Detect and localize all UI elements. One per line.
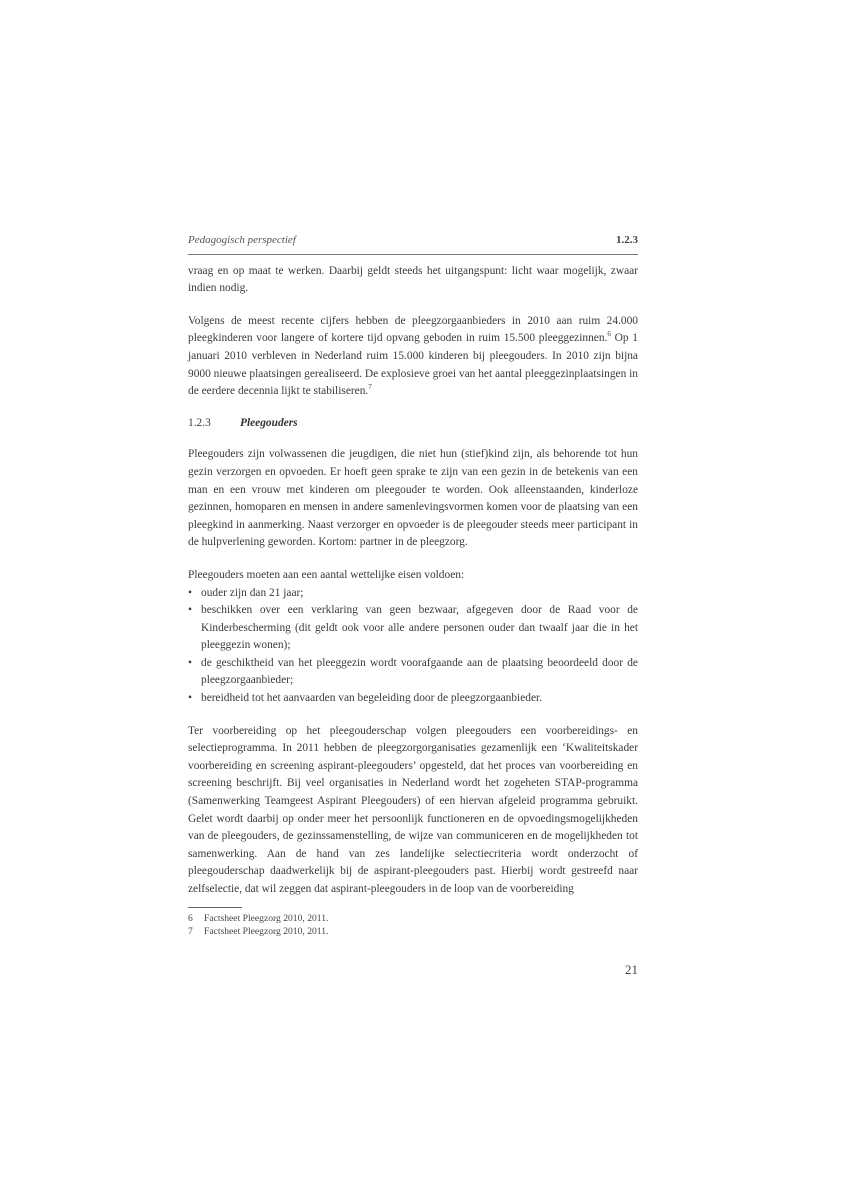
page-number: 21: [625, 962, 638, 977]
bullet-icon: •: [188, 604, 192, 617]
list-item-text: bereidheid tot het aanvaarden van begeleiding door de pleegzorgaanbieder.: [201, 692, 543, 705]
paragraph-statistics: [188, 313, 638, 401]
paragraph-statistics-part2: Op 1 januari 2010 verbleven in Nederland ruim 15.000 kinderen bij pleegouders. In 2010 zijn bijna 9000 nieuwe plaatsingen gerealiseerd. De explosieve groei van het aantal pleeggezinplaatsingen in de eerdere decennia lijkt te stabiliseren.: [188, 332, 638, 398]
bullet-icon: •: [188, 586, 192, 599]
running-header-title: Pedagogisch perspectief: [188, 234, 296, 246]
list-item-text: beschikken over een verklaring van geen bezwaar, afgegeven door de Raad voor de Kinderbescherming (dit geldt ook voor alle andere personen ouder dan twaalf jaar die in het pleeggezin wonen);: [201, 604, 638, 652]
running-header-section-number: 1.2.3: [616, 234, 638, 246]
section-heading-title: Pleegouders: [240, 416, 298, 429]
footnote-reference-6: 6: [607, 330, 611, 339]
list-item: [188, 602, 638, 655]
running-header: [188, 232, 638, 255]
bullet-icon: •: [188, 656, 192, 669]
list-item: [188, 585, 638, 603]
footnote-text: Factsheet Pleegzorg 2010, 2011.: [204, 925, 329, 937]
bullet-icon: •: [188, 692, 192, 705]
footnote-text: Factsheet Pleegzorg 2010, 2011.: [204, 912, 329, 924]
list-item-text: de geschiktheid van het pleeggezin wordt voorafgaande aan de plaatsing beoordeeld door de pleegzorgaanbieder;: [201, 656, 638, 687]
paragraph-continuation: vraag en op maat te werken. Daarbij geldt steeds het uitgangspunt: licht waar mogelijk, zwaar indien nodig.: [188, 264, 638, 295]
footnote-number: 7: [188, 925, 193, 937]
paragraph-definition: Pleegouders zijn volwassenen die jeugdigen, die niet hun (stief)kind zijn, als behorende tot hun gezin verzorgen en opvoeden. Er hoeft geen sprake te zijn van een gezin in de betekenis van een man en een vrouw met kinderen om pleegouder te worden. Ook alleenstaanden, kinderloze gezinnen, homoparen en mensen in andere samenlevingsvormen komen voor de plaatsing van een pleegkind in aanmerking. Naast verzorger en opvoeder is de pleegouder steeds meer participant in de hulpverlening geworden. Kortom: partner in de pleegzorg.: [188, 448, 638, 549]
list-item: [188, 690, 638, 708]
footnote-reference-7: 7: [368, 383, 372, 392]
footnote-divider: [188, 907, 242, 908]
requirements-list: [188, 585, 638, 708]
paragraph-requirements-intro: Pleegouders moeten aan een aantal wettelijke eisen voldoen:: [188, 568, 465, 581]
list-item-text: ouder zijn dan 21 jaar;: [201, 586, 304, 599]
paragraph-preparation: Ter voorbereiding op het pleegouderschap volgen pleegouders een voorbereidings- en selectieprogramma. In 2011 hebben de pleegzorgorganisaties gezamenlijk een ‘Kwaliteitskader voorbereiding en screening aspirant-pleegouders’ opgesteld, dat het proces van voorbereiding en screening beschrijft. Bij veel organisaties in Nederland wordt het zogeheten STAP-programma (Samenwerking Teamgeest Aspirant Pleegouders) of een hiervan afgeleid programma gebruikt. Gelet wordt daarbij op onder meer het persoonlijk functioneren en de opvoedingsmogelijkheden van de pleegouders, de gezinssamenstelling, de wijze van communiceren en de mogelijkheden tot samenwerking. Aan de hand van zes landelijke selectiecriteria wordt onderzocht of pleegouderschap daadwerkelijk bij de aspirant-pleegouders past. Hierbij wordt gestreefd naar zelfselectie, dat wil zeggen dat aspirant-pleegouders in de loop van de voorbereiding: [188, 724, 638, 895]
section-heading: [188, 415, 638, 433]
footnote: [188, 912, 638, 925]
section-heading-number: 1.2.3: [188, 416, 211, 429]
footnote-number: 6: [188, 912, 193, 924]
paragraph-statistics-part1: Volgens de meest recente cijfers hebben de pleegzorgaanbieders in 2010 aan ruim 24.000 pleegkinderen voor langere of kortere tijd opvang geboden in ruim 15.500 pleeggezinnen.: [188, 314, 638, 345]
footnote: [188, 925, 638, 938]
book-page: [188, 232, 638, 938]
footnotes: [188, 912, 638, 938]
list-item: [188, 655, 638, 690]
